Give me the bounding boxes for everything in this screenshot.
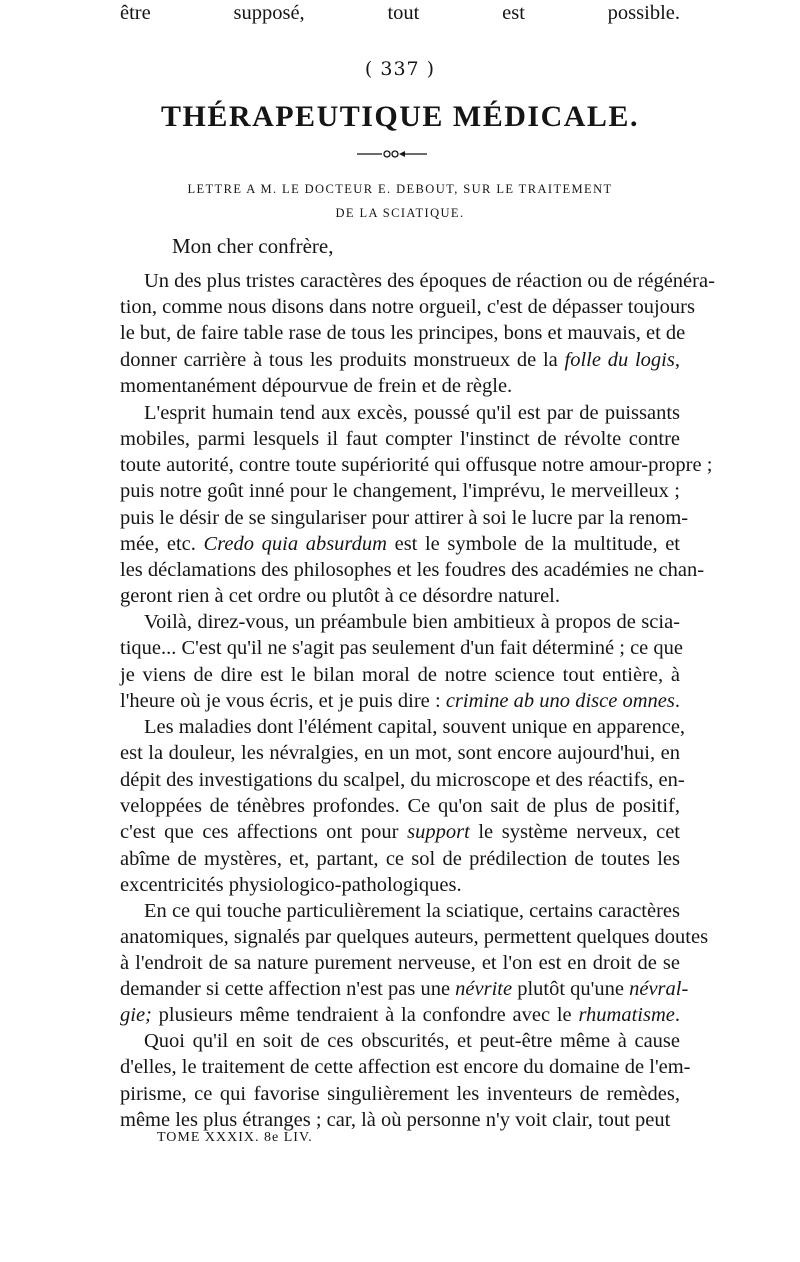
text-line: [120, 1081, 680, 1107]
text-segment: je viens de dire est le bilan moral de notre science tout entière, à: [120, 664, 680, 686]
text-line: [120, 819, 680, 845]
text-line: [120, 950, 680, 976]
text-segment: mée, etc.: [120, 533, 204, 555]
subheading-line: DE LA SCIATIQUE.: [335, 206, 465, 220]
text-segment: l'heure où je vous écris, et je puis dire :: [120, 690, 446, 712]
text-line: [120, 793, 680, 819]
text-segment: abîme de mystères, et, partant, ce sol de prédilection de toutes les: [120, 848, 680, 870]
salutation: Mon cher confrère,: [172, 234, 334, 258]
text-segment: ,: [674, 349, 680, 371]
text-segment: est le symbole de la multitude, et: [386, 533, 680, 555]
text-line: [120, 320, 686, 346]
text-line: [120, 0, 680, 26]
text-segment: plusieurs même tendraient à la confondre avec le: [151, 1004, 579, 1026]
italic-phrase: folle du logis: [564, 349, 675, 371]
italic-phrase: gie;: [120, 1004, 152, 1026]
text-line: [120, 846, 680, 872]
text-segment: Voilà, direz-vous, un préambule bien ambitieux à propos de scia-: [144, 611, 680, 633]
text-line: [120, 1054, 691, 1080]
text-line: [144, 268, 715, 294]
text-segment: veloppées de ténèbres profondes. Ce qu'on sait de plus de positif,: [120, 795, 680, 817]
text-segment: geront rien à cet ordre ou plutôt à ce désordre naturel.: [120, 585, 560, 607]
text-segment: dépit des investigations du scalpel, du microscope et des réactifs, en-: [120, 769, 685, 791]
text-line: [120, 688, 680, 714]
footer-signature: TOME XXXIX. 8e LIV.: [157, 1130, 313, 1145]
text-line: [120, 924, 709, 950]
page-number: ( 337 ): [364, 58, 436, 80]
italic-phrase: Credo quia absurdum: [203, 533, 387, 555]
text-segment: le but, de faire table rase de tous les principes, bons et mauvais, et de: [120, 322, 686, 344]
text-line: [144, 400, 680, 426]
text-segment: demander si cette affection n'est pas une: [120, 978, 456, 1000]
text-line: [120, 583, 680, 609]
text-line: [120, 662, 680, 688]
text-line: [120, 635, 683, 661]
italic-phrase: névral-: [629, 978, 689, 1000]
text-segment: .: [674, 690, 680, 712]
text-line: [120, 740, 680, 766]
text-segment: L'esprit humain tend aux excès, poussé qu'il est par de puissants: [144, 402, 680, 424]
text-line: [144, 898, 680, 924]
text-segment: c'est que ces affections ont pour: [120, 821, 408, 843]
text-segment: être supposé, tout est possible.: [120, 2, 680, 24]
text-segment: les déclamations des philosophes et les foudres des académies ne chan-: [120, 559, 705, 581]
text-segment: puis le désir de se singulariser pour attirer à soi le lucre par la renom-: [120, 507, 689, 529]
text-line: [120, 531, 680, 557]
text-segment: excentricités physiologico-pathologiques.: [120, 874, 462, 896]
text-segment: .: [674, 1004, 680, 1026]
text-segment: est la douleur, les névralgies, en un mot, sont encore aujourd'hui, en: [120, 742, 680, 764]
text-segment: pirisme, ce qui favorise singulièrement les inventeurs de remèdes,: [120, 1083, 680, 1105]
text-segment: puis notre goût inné pour le changement, l'imprévu, le merveilleux ;: [120, 480, 680, 502]
text-line: [120, 767, 685, 793]
italic-phrase: support: [407, 821, 470, 843]
text-line: [120, 557, 705, 583]
text-segment: momentanément dépourvue de frein et de règle.: [120, 375, 513, 397]
text-segment: En ce qui touche particulièrement la sciatique, certains caractères: [144, 900, 680, 922]
text-line: [120, 347, 680, 373]
text-segment: Les maladies dont l'élément capital, souvent unique en apparence,: [144, 716, 686, 738]
section-title: THÉRAPEUTIQUE MÉDICALE.: [161, 100, 639, 133]
text-line: [120, 452, 713, 478]
text-segment: le système nerveux, cet: [469, 821, 681, 843]
text-line: [120, 294, 695, 320]
text-line: [120, 1002, 680, 1028]
text-line: [144, 714, 686, 740]
subheading-line: LETTRE A M. LE DOCTEUR E. DEBOUT, SUR LE TRAITEMENT: [187, 182, 613, 196]
italic-phrase: crimine ab uno disce omnes: [445, 690, 675, 712]
text-segment: mobiles, parmi lesquels il faut compter l'instinct de révolte contre: [120, 428, 680, 450]
text-segment: plutôt qu'une: [512, 978, 630, 1000]
text-segment: même les plus étranges ; car, là où personne n'y voit clair, tout peut: [120, 1109, 671, 1131]
text-segment: tique... C'est qu'il ne s'agit pas seulement d'un fait déterminé ; ce que: [120, 637, 683, 659]
text-segment: tion, comme nous disons dans notre orgueil, c'est de dépasser toujours: [120, 296, 695, 318]
text-segment: d'elles, le traitement de cette affection est encore du domaine de l'em-: [120, 1056, 691, 1078]
text-line: [120, 505, 689, 531]
text-line: [144, 1028, 680, 1054]
text-segment: anatomiques, signalés par quelques auteurs, permettent quelques doutes: [120, 926, 709, 948]
text-segment: Un des plus tristes caractères des époques de réaction ou de régénéra-: [144, 270, 715, 292]
ornament-divider-icon: [355, 147, 429, 161]
italic-phrase: névrite: [455, 978, 513, 1000]
text-line: [120, 976, 689, 1002]
text-line: [120, 373, 680, 399]
text-segment: Quoi qu'il en soit de ces obscurités, et peut-être même à cause: [144, 1030, 680, 1052]
text-line: [144, 609, 680, 635]
text-line: [120, 872, 680, 898]
text-segment: à l'endroit de sa nature purement nerveuse, et l'on est en droit de se: [120, 952, 680, 974]
text-line: [120, 478, 680, 504]
text-line: [120, 426, 680, 452]
italic-phrase: rhumatisme: [578, 1004, 675, 1026]
text-segment: donner carrière à tous les produits monstrueux de la: [120, 349, 565, 371]
text-segment: toute autorité, contre toute supériorité qui offusque notre amour-propre ;: [120, 454, 713, 476]
